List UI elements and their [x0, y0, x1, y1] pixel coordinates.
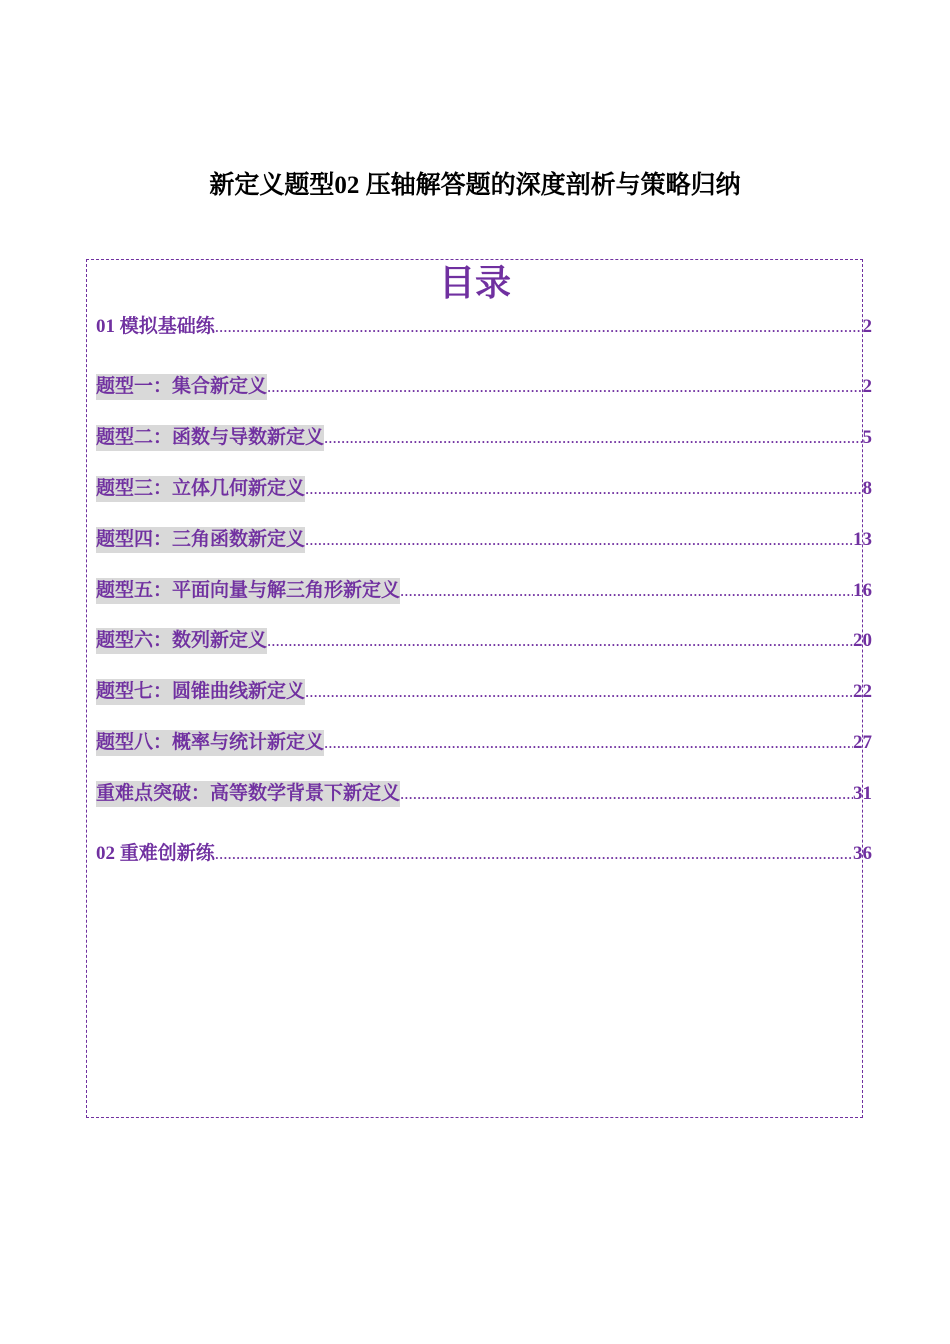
toc-page-number[interactable]: 20	[853, 630, 872, 651]
toc-leader-dots	[324, 425, 862, 451]
toc-entry-label[interactable]: 重难点突破：高等数学背景下新定义	[96, 781, 400, 807]
toc-leader-dots	[267, 628, 853, 654]
toc-entry-label[interactable]: 题型二：函数与导数新定义	[96, 425, 324, 451]
toc-page-number[interactable]: 31	[853, 783, 872, 804]
toc-page-number[interactable]: 2	[862, 316, 872, 337]
toc-entry-type-6[interactable]	[96, 628, 872, 654]
toc-page-number[interactable]: 2	[862, 376, 872, 397]
toc-page-number[interactable]: 36	[853, 843, 872, 864]
toc-leader-dots	[305, 679, 853, 705]
toc-entry-label[interactable]: 题型七：圆锥曲线新定义	[96, 679, 305, 705]
toc-heading: 目录	[438, 263, 511, 304]
toc-page-number[interactable]: 16	[853, 580, 872, 601]
toc-entry-type-1[interactable]	[96, 374, 872, 400]
toc-page-number[interactable]: 13	[853, 529, 872, 550]
toc-page-number[interactable]: 27	[853, 732, 872, 753]
toc-page-number[interactable]: 5	[862, 427, 872, 448]
toc-entry-type-4[interactable]	[96, 527, 872, 553]
toc-entry-label[interactable]: 题型三：立体几何新定义	[96, 476, 305, 502]
toc-entry-basic-practice[interactable]	[96, 314, 872, 340]
toc-entry-label[interactable]: 题型四：三角函数新定义	[96, 527, 305, 553]
toc-leader-dots	[400, 781, 853, 807]
toc-entry-type-8[interactable]	[96, 730, 872, 756]
toc-entry-label[interactable]: 题型一：集合新定义	[96, 374, 267, 400]
toc-entry-type-3[interactable]	[96, 476, 872, 502]
toc-entry-label[interactable]: 02 重难创新练	[96, 843, 215, 864]
toc-entry-advanced-breakthrough[interactable]	[96, 781, 872, 807]
toc-leader-dots	[267, 374, 862, 400]
toc-entry-type-5[interactable]	[96, 578, 872, 604]
toc-entry-label[interactable]: 题型八：概率与统计新定义	[96, 730, 324, 756]
toc-leader-dots	[215, 314, 863, 340]
toc-leader-dots	[305, 527, 853, 553]
toc-entry-innovation-practice[interactable]	[96, 841, 872, 867]
toc-leader-dots	[400, 578, 853, 604]
toc-entry-type-7[interactable]	[96, 679, 872, 705]
toc-entry-label[interactable]: 题型六：数列新定义	[96, 628, 267, 654]
toc-entry-label[interactable]: 题型五：平面向量与解三角形新定义	[96, 578, 400, 604]
toc-page-number[interactable]: 22	[853, 681, 872, 702]
toc-entry-type-2[interactable]	[96, 425, 872, 451]
toc-leader-dots	[324, 730, 853, 756]
toc-leader-dots	[215, 841, 853, 867]
toc-page-number[interactable]: 8	[862, 478, 872, 499]
toc-leader-dots	[305, 476, 862, 502]
document-title: 新定义题型02 压轴解答题的深度剖析与策略归纳	[209, 172, 741, 199]
toc-entry-label[interactable]: 01 模拟基础练	[96, 316, 215, 337]
